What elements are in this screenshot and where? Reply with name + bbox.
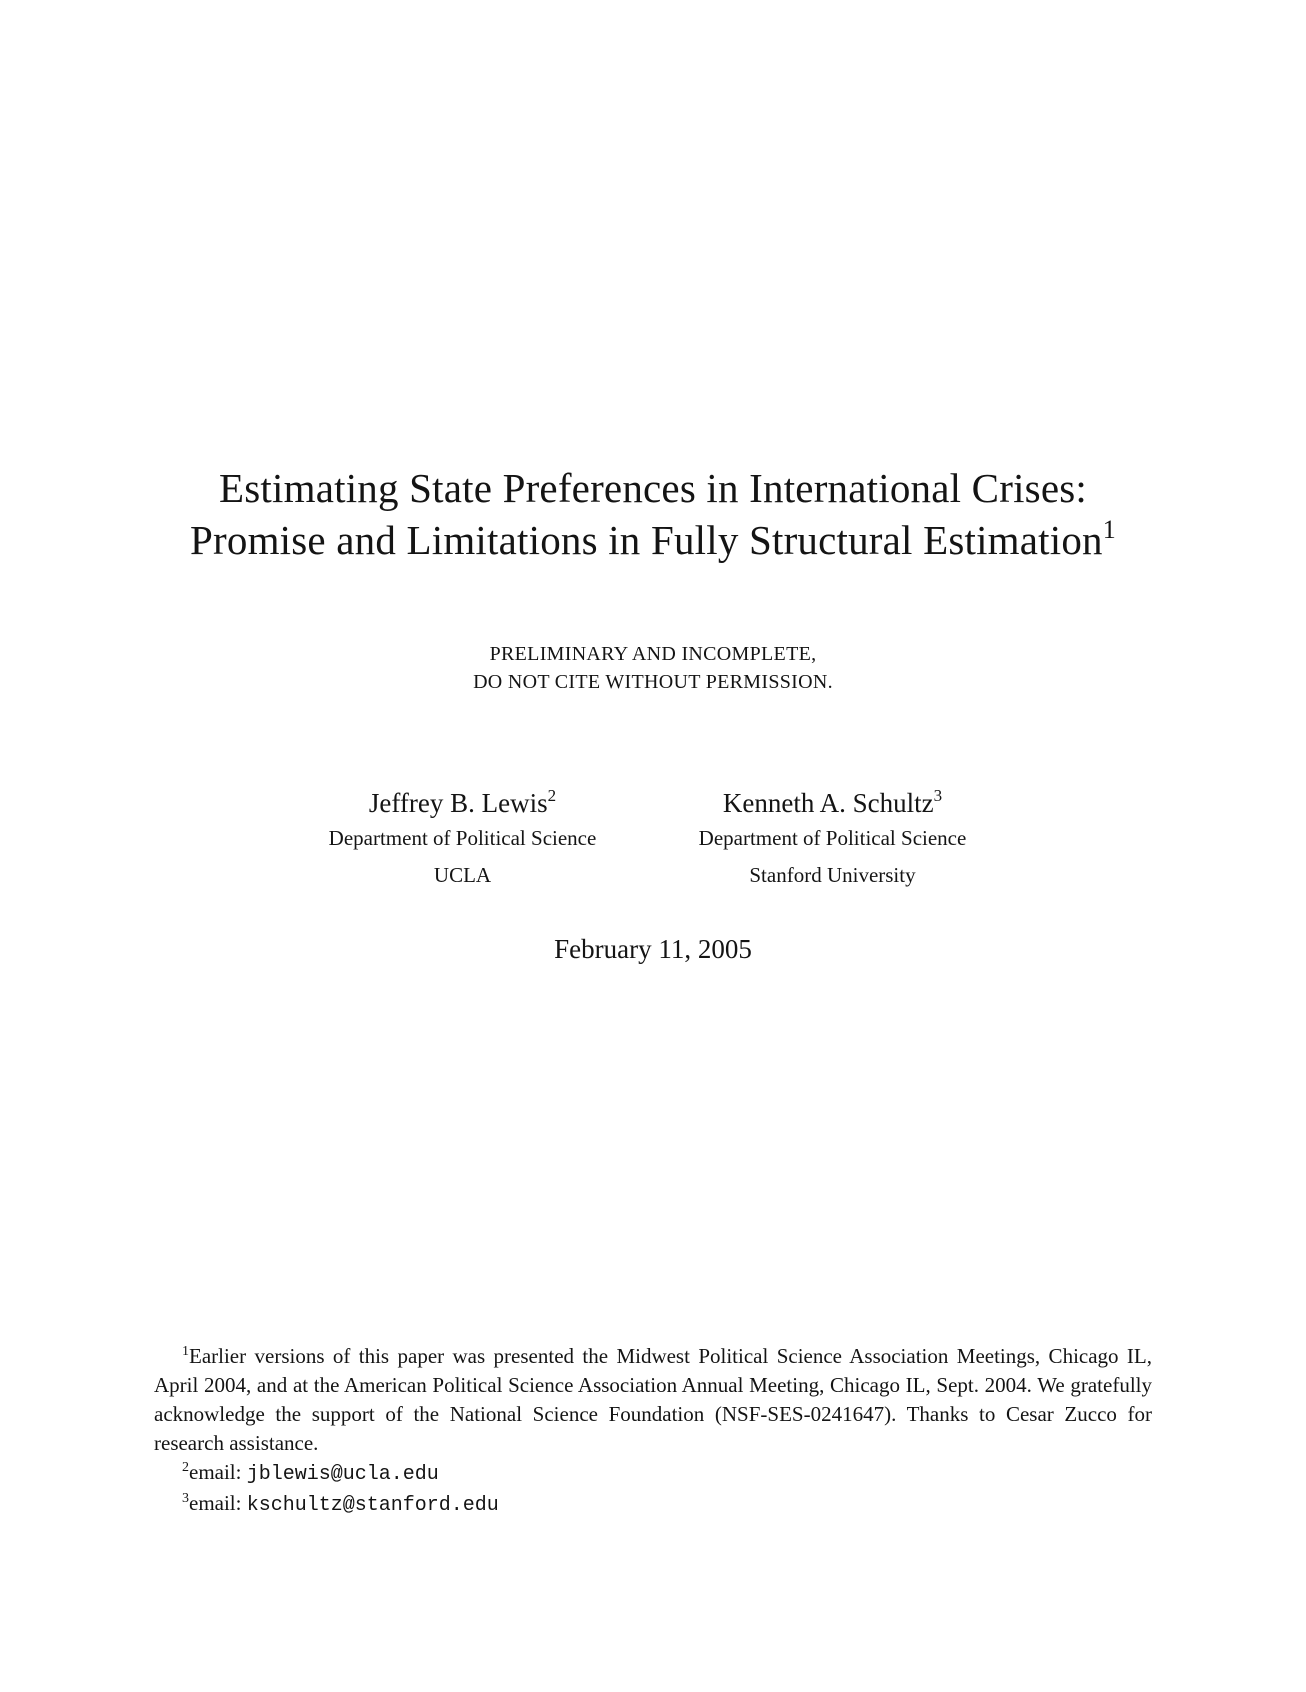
draft-notice	[0, 640, 1306, 696]
footnote-2	[154, 1458, 1152, 1489]
title-line-2	[0, 514, 1306, 566]
paper-title	[0, 462, 1306, 566]
title-line-1-text: Estimating State Preferences in International Crises:	[219, 465, 1087, 511]
author-lewis	[290, 786, 635, 894]
author-department: Department of Political Science	[698, 826, 967, 850]
author-name	[290, 786, 635, 820]
title-footnote-mark: 1	[1102, 515, 1116, 544]
title-line-1	[0, 462, 1306, 514]
author-schultz	[660, 786, 1005, 894]
footnote-1	[154, 1342, 1152, 1458]
author-footnote-mark: 2	[547, 786, 557, 805]
footnotes	[154, 1342, 1152, 1520]
author-name-text: Jeffrey B. Lewis	[368, 788, 548, 818]
footnote-mark: 2	[182, 1460, 189, 1475]
author-footnote-mark: 3	[933, 786, 943, 805]
author-department: Department of Political Science	[328, 826, 597, 850]
author-institution: UCLA	[433, 863, 492, 887]
email-link-lewis[interactable]: jblewis@ucla.edu	[246, 1463, 439, 1486]
draft-notice-line-1: PRELIMINARY AND INCOMPLETE,	[489, 643, 817, 665]
title-line-2-text: Promise and Limitations in Fully Structural Estimation	[190, 517, 1103, 563]
draft-notice-line-2: DO NOT CITE WITHOUT PERMISSION.	[473, 671, 833, 693]
author-block	[0, 786, 1306, 896]
author-institution: Stanford University	[749, 863, 916, 887]
footnote-3	[154, 1489, 1152, 1520]
email-link-schultz[interactable]: kschultz@stanford.edu	[246, 1494, 499, 1517]
footnote-mark: 1	[182, 1344, 189, 1359]
footnote-email-label: email:	[189, 1460, 247, 1484]
author-name-text: Kenneth A. Schultz	[722, 788, 934, 818]
author-name	[660, 786, 1005, 820]
footnote-email-label: email:	[189, 1491, 247, 1515]
footnote-mark: 3	[182, 1491, 189, 1506]
footnote-text: Earlier versions of this paper was presented the Midwest Political Science Association Meetings, Chicago IL, April 2004, and at the American Political Science Association Annual Meeting, Chicago IL, Sept. 2004. We gratefully acknowledge the support of the National Science Foundation (NSF-SES-0241647). Thanks to Cesar Zucco for research assistance.	[154, 1344, 1152, 1455]
paper-date: February 11, 2005	[554, 934, 752, 964]
